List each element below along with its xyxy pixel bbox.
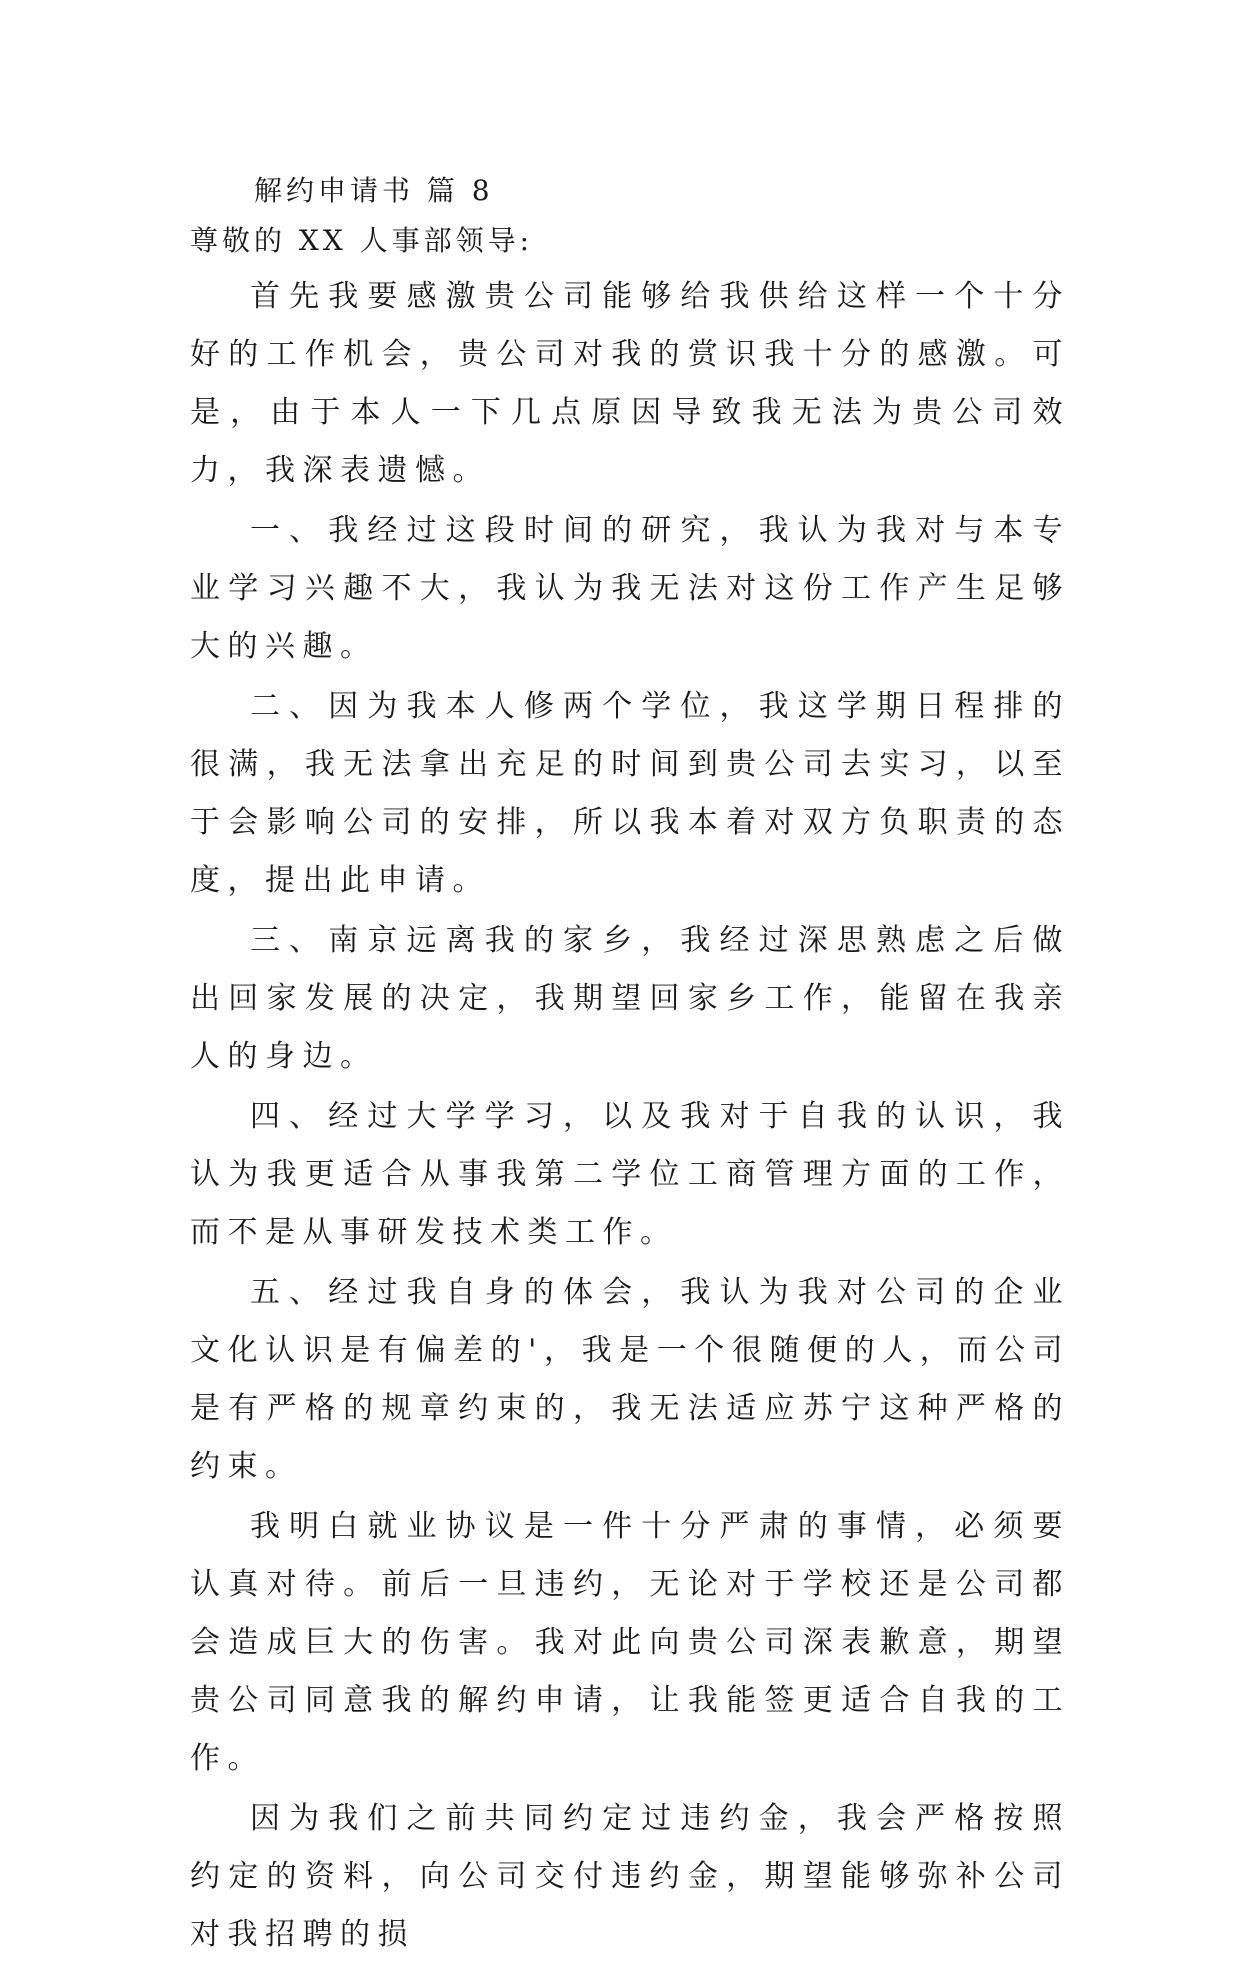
document-title: 解约申请书 篇 8	[254, 174, 494, 207]
paragraph-reason-4: 四、经过大学学习，以及我对于自我的认识，我认为我更适合从事我第二学位工商管理方面的工作，而不是从事研发技术类工作。	[190, 1099, 1070, 1250]
salutation: 尊敬的 XX 人事部领导:	[190, 224, 534, 257]
paragraph-reason-5: 五、经过我自身的体会，我认为我对公司的企业文化认识是有偏差的'，我是一个很随便的人，而公司是有严格的规章约束的，我无法适应苏宁这种严格的约束。	[190, 1275, 1070, 1484]
paragraph-reason-2: 二、因为我本人修两个学位，我这学期日程排的很满，我无法拿出充足的时间到贵公司去实习，以至于会影响公司的安排，所以我本着对双方负职责的态度，提出此申请。	[190, 689, 1070, 898]
paragraph-apology: 我明白就业协议是一件十分严肃的事情，必须要认真对待。前后一旦违约，无论对于学校还是公司都会造成巨大的伤害。我对此向贵公司深表歉意，期望贵公司同意我的解约申请，让我能签更适合自我的工作。	[190, 1509, 1070, 1776]
paragraph-reason-1: 一、我经过这段时间的研究，我认为我对与本专业学习兴趣不大，我认为我无法对这份工作产生足够大的兴趣。	[190, 513, 1070, 664]
paragraph-penalty: 因为我们之前共同约定过违约金，我会严格按照约定的资料，向公司交付违约金，期望能够弥补公司对我招聘的损	[190, 1801, 1070, 1952]
paragraph-reason-3: 三、南京远离我的家乡，我经过深思熟虑之后做出回家发展的决定，我期望回家乡工作，能留在我亲人的身边。	[190, 923, 1070, 1074]
document-body	[190, 166, 1070, 1964]
paragraph-intro: 首先我要感激贵公司能够给我供给这样一个十分好的工作机会，贵公司对我的赏识我十分的感激。可是，由于本人一下几点原因导致我无法为贵公司效力，我深表遗憾。	[190, 279, 1070, 488]
